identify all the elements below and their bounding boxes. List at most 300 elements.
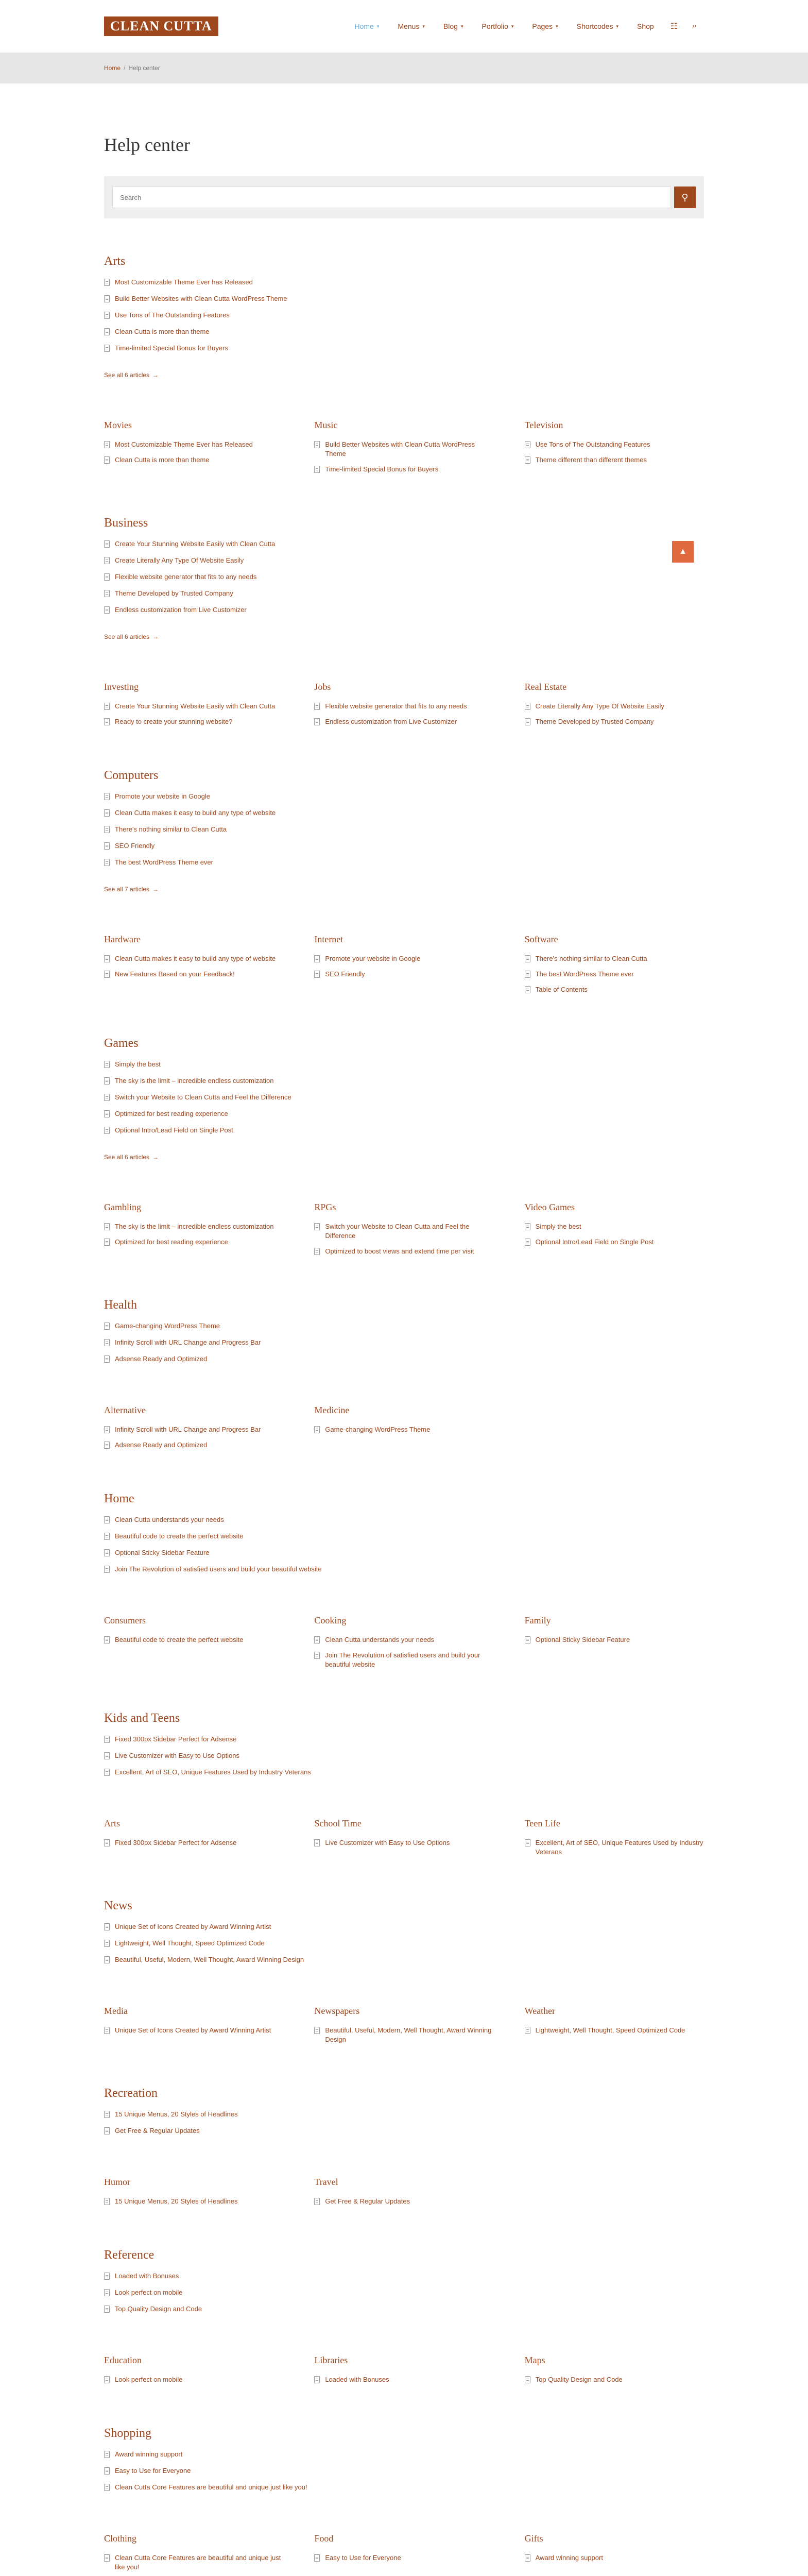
category-title[interactable]: Arts <box>104 255 126 268</box>
article-link[interactable] <box>314 2026 493 2044</box>
document-icon <box>104 1769 110 1776</box>
category-games <box>104 1037 704 1262</box>
article-title: The best WordPress Theme ever <box>535 970 634 978</box>
article-title: Look perfect on mobile <box>115 2289 183 2296</box>
article-title: Clean Cutta understands your needs <box>115 1516 224 1523</box>
document-icon <box>104 2376 110 2383</box>
article-link[interactable] <box>104 1093 704 1102</box>
nav-item-pages[interactable] <box>523 22 567 30</box>
article-link[interactable] <box>104 792 704 801</box>
document-icon <box>104 540 110 548</box>
category-title[interactable]: Computers <box>104 769 159 782</box>
article-link[interactable] <box>525 2375 704 2384</box>
document-icon <box>104 809 110 817</box>
subcategory-rpgs <box>314 1202 493 1262</box>
subcategory-title[interactable]: Movies <box>104 420 132 430</box>
article-link[interactable] <box>525 455 704 465</box>
subcategory-title[interactable]: Travel <box>314 2177 338 2187</box>
article-link[interactable] <box>104 1939 704 1948</box>
subcategory-title[interactable]: Clothing <box>104 2533 137 2544</box>
article-link[interactable] <box>104 1635 283 1645</box>
arrow-right-icon: → <box>152 633 159 640</box>
article-link[interactable] <box>104 970 283 979</box>
document-icon <box>525 955 530 962</box>
article-link[interactable] <box>104 825 704 834</box>
document-icon <box>104 312 110 319</box>
article-link[interactable] <box>314 1425 493 1434</box>
article-title: Clean Cutta Core Features are beautiful and unique just like you! <box>115 2554 281 2571</box>
subcategory-title[interactable]: Internet <box>314 934 343 944</box>
article-link[interactable] <box>525 970 704 979</box>
article-title: Get Free & Regular Updates <box>115 2127 200 2134</box>
document-icon <box>104 955 110 962</box>
article-link[interactable] <box>104 556 704 565</box>
article-link[interactable] <box>104 278 704 287</box>
article-title: Promote your website in Google <box>115 792 210 800</box>
article-link[interactable] <box>104 1515 704 1524</box>
article-link[interactable] <box>314 440 493 459</box>
article-link[interactable] <box>314 1635 493 1645</box>
subcategory-maps <box>525 2355 704 2391</box>
document-icon <box>525 971 530 978</box>
chevron-up-icon: ▲ <box>679 547 687 556</box>
subcategory-video-games <box>525 1202 704 1262</box>
document-icon <box>104 793 110 800</box>
subcategory-title[interactable]: Music <box>314 420 338 430</box>
article-link[interactable] <box>104 2304 704 2314</box>
category-title[interactable]: Health <box>104 1298 137 1312</box>
article-link[interactable] <box>104 2553 283 2572</box>
article-title: Game-changing WordPress Theme <box>115 1322 220 1330</box>
subcategory-title[interactable]: School Time <box>314 1818 362 1828</box>
article-link[interactable] <box>525 1222 704 1231</box>
article-link[interactable] <box>525 1238 704 1247</box>
article-title: Optimized for best reading experience <box>115 1238 228 1246</box>
article-link[interactable] <box>104 2272 704 2281</box>
subcategory-title[interactable]: Cooking <box>314 1615 347 1625</box>
see-all-link[interactable] <box>104 371 159 379</box>
subcategory-gifts <box>525 2533 704 2576</box>
subcategory-cooking <box>314 1615 493 1675</box>
subcategory-title[interactable]: Newspapers <box>314 2006 360 2016</box>
article-link[interactable] <box>104 572 704 582</box>
subcategory-libraries <box>314 2355 493 2391</box>
article-link[interactable] <box>104 1060 704 1069</box>
document-icon <box>104 2111 110 2118</box>
article-title: Optional Intro/Lead Field on Single Post <box>115 1126 233 1134</box>
document-icon <box>104 1956 110 1963</box>
article-title: Build Better Websites with Clean Cutta WordPress Theme <box>325 440 475 457</box>
article-title: Lightweight, Well Thought, Speed Optimized Code <box>115 1939 265 1947</box>
subcategory-school-time <box>314 1818 493 1863</box>
article-title: Beautiful code to create the perfect website <box>115 1532 244 1540</box>
article-title: Use Tons of The Outstanding Features <box>535 440 650 448</box>
subcategory-grid <box>104 1405 704 1456</box>
document-icon <box>104 1339 110 1346</box>
article-title: Optional Sticky Sidebar Feature <box>535 1636 630 1643</box>
arrow-right-icon: → <box>152 371 159 379</box>
article-link[interactable] <box>104 2197 283 2206</box>
document-icon <box>104 718 110 725</box>
page-title: Help center <box>104 134 190 155</box>
document-icon <box>525 2376 530 2383</box>
search-input[interactable] <box>112 187 671 208</box>
document-icon <box>104 1127 110 1134</box>
article-link[interactable] <box>525 2026 704 2035</box>
category-title[interactable]: Games <box>104 1037 139 1050</box>
search-icon[interactable]: ⌕ <box>692 22 697 30</box>
document-icon <box>104 345 110 352</box>
document-icon <box>104 1752 110 1759</box>
subcategory-title[interactable]: Food <box>314 2533 334 2544</box>
category-news <box>104 1899 704 2050</box>
article-title: Time-limited Special Bonus for Buyers <box>115 344 228 352</box>
nav-item-portfolio[interactable] <box>473 22 523 30</box>
see-all-link[interactable] <box>104 1154 159 1161</box>
subcategory-media <box>104 2006 283 2050</box>
nav-item-shop[interactable] <box>628 22 663 30</box>
document-icon <box>104 703 110 710</box>
document-icon <box>525 2027 530 2034</box>
article-link[interactable] <box>314 702 493 711</box>
article-link[interactable] <box>104 2483 704 2492</box>
cart-icon[interactable]: ☷ <box>670 22 678 31</box>
subcategory-grid <box>104 2006 704 2050</box>
category-title[interactable]: Kids and Teens <box>104 1711 180 1725</box>
subcategory-title[interactable]: Consumers <box>104 1615 146 1625</box>
article-title: Beautiful code to create the perfect website <box>115 1636 244 1643</box>
document-icon <box>314 2027 320 2034</box>
document-icon <box>314 2554 320 2562</box>
subcategory-title[interactable]: RPGs <box>314 1202 336 1212</box>
article-title: Award winning support <box>115 2450 183 2458</box>
subcategory-title[interactable]: Maps <box>524 2355 545 2365</box>
article-link[interactable] <box>104 1109 704 1118</box>
article-title: Adsense Ready and Optimized <box>115 1441 208 1449</box>
subcategory-title[interactable]: Medicine <box>314 1405 350 1415</box>
article-link[interactable] <box>314 1222 493 1241</box>
chevron-down-icon: ▾ <box>616 23 618 29</box>
subcategory-jobs <box>314 682 493 733</box>
see-all-link[interactable] <box>104 886 159 893</box>
category-health <box>104 1298 704 1456</box>
article-link[interactable] <box>104 2375 283 2384</box>
article-title: Live Customizer with Easy to Use Options <box>115 1752 240 1759</box>
subcategory-consumers <box>104 1615 283 1675</box>
article-title: Get Free & Regular Updates <box>325 2197 410 2205</box>
subcategory-grid <box>104 2355 704 2391</box>
document-icon <box>104 1923 110 1930</box>
nav-item-menus[interactable] <box>388 22 434 30</box>
document-icon <box>104 1355 110 1363</box>
arrow-right-icon: → <box>152 1154 159 1161</box>
category-title[interactable]: Reference <box>104 2248 154 2262</box>
article-link[interactable] <box>314 1651 493 1669</box>
document-icon <box>104 2451 110 2458</box>
subcategory-title[interactable]: Hardware <box>104 934 141 944</box>
article-title: Most Customizable Theme Ever has Released <box>115 440 253 448</box>
article-link[interactable] <box>525 1635 704 1645</box>
article-link[interactable] <box>104 311 704 320</box>
article-title: Endless customization from Live Customizer <box>325 718 457 725</box>
subcategory-title[interactable]: Libraries <box>314 2355 348 2365</box>
document-icon <box>104 2554 110 2562</box>
article-link[interactable] <box>104 2026 283 2035</box>
article-title: Easy to Use for Everyone <box>115 2467 191 2475</box>
article-link[interactable] <box>104 702 283 711</box>
subcategory-title[interactable]: Video Games <box>524 1202 575 1212</box>
article-title: Excellent, Art of SEO, Unique Features Used by Industry Veterans <box>115 1768 311 1776</box>
article-title: Theme Developed by Trusted Company <box>535 718 654 725</box>
category-title[interactable]: Business <box>104 516 148 530</box>
category-shopping <box>104 2427 704 2576</box>
article-link[interactable] <box>104 1838 283 1848</box>
article-title: Table of Contents <box>535 986 588 993</box>
article-link[interactable] <box>104 954 283 963</box>
article-link[interactable] <box>104 1321 704 1331</box>
document-icon <box>104 590 110 597</box>
article-link[interactable] <box>525 2553 704 2563</box>
article-link[interactable] <box>314 2553 493 2563</box>
article-title: Live Customizer with Easy to Use Options <box>325 1839 450 1846</box>
article-link[interactable] <box>104 2110 704 2119</box>
breadcrumb <box>104 53 704 83</box>
document-icon <box>104 2289 110 2296</box>
subcategory-title[interactable]: Jobs <box>314 682 331 692</box>
subcategory-title[interactable]: Humor <box>104 2177 130 2187</box>
article-link[interactable] <box>104 1768 704 1777</box>
subcategory-title[interactable]: Education <box>104 2355 142 2365</box>
article-title: Create Literally Any Type Of Website Easily <box>535 702 664 710</box>
article-title: Build Better Websites with Clean Cutta WordPress Theme <box>115 295 287 302</box>
see-all-label: See all 6 articles <box>104 371 150 379</box>
see-all-label: See all 7 articles <box>104 886 150 893</box>
article-link[interactable] <box>104 808 704 818</box>
article-title: 15 Unique Menus, 20 Styles of Headlines <box>115 2197 238 2205</box>
article-title: Simply the best <box>535 1223 581 1230</box>
subcategory-travel <box>314 2177 493 2212</box>
article-link[interactable] <box>104 1922 704 1931</box>
article-title: Simply the best <box>115 1060 161 1068</box>
subcategory-title[interactable]: Gambling <box>104 1202 141 1212</box>
article-title: SEO Friendly <box>325 970 365 978</box>
article-link[interactable] <box>314 2197 493 2206</box>
document-icon <box>525 1636 530 1643</box>
article-link[interactable] <box>525 440 704 449</box>
article-link[interactable] <box>104 605 704 615</box>
article-link[interactable] <box>104 1354 704 1364</box>
subcategory-empty <box>525 1405 704 1456</box>
document-icon <box>104 1839 110 1846</box>
article-link[interactable] <box>104 1751 704 1760</box>
category-title[interactable]: Shopping <box>104 2427 152 2440</box>
article-link[interactable] <box>314 970 493 979</box>
article-link[interactable] <box>104 2288 704 2297</box>
article-link[interactable] <box>104 1440 283 1450</box>
article-link[interactable] <box>525 1838 704 1857</box>
article-link[interactable] <box>104 1076 704 1086</box>
article-title: 15 Unique Menus, 20 Styles of Headlines <box>115 2110 238 2118</box>
document-icon <box>104 1110 110 1117</box>
article-title: The sky is the limit – incredible endless customization <box>115 1077 274 1084</box>
article-link[interactable] <box>104 1222 283 1231</box>
document-icon <box>525 1839 530 1846</box>
category-computers <box>104 769 704 1001</box>
article-title: Loaded with Bonuses <box>115 2272 179 2280</box>
nav-label: Shop <box>637 22 654 30</box>
article-title: Top Quality Design and Code <box>115 2305 202 2313</box>
main-content <box>104 134 704 2576</box>
article-link[interactable] <box>104 1548 704 1557</box>
subcategory-title[interactable]: Media <box>104 2006 128 2016</box>
document-icon <box>314 466 320 473</box>
subcategory-title[interactable]: Television <box>524 420 563 430</box>
subcategory-grid <box>104 2533 704 2576</box>
article-link[interactable] <box>314 1247 493 1256</box>
chevron-down-icon: ▾ <box>556 23 558 29</box>
article-link[interactable] <box>525 702 704 711</box>
article-title: Most Customizable Theme Ever has Released <box>115 278 253 286</box>
article-link[interactable] <box>104 2466 704 2476</box>
article-link[interactable] <box>104 455 283 465</box>
search-button[interactable] <box>674 187 696 208</box>
subcategory-title[interactable]: Real Estate <box>524 682 567 692</box>
document-icon <box>104 1061 110 1068</box>
site-logo[interactable]: CLEAN CUTTA <box>104 16 218 36</box>
document-icon <box>525 1239 530 1246</box>
article-link[interactable] <box>104 1238 283 1247</box>
document-icon <box>104 971 110 978</box>
category-title[interactable]: News <box>104 1899 132 1912</box>
article-title: Create Your Stunning Website Easily with Clean Cutta <box>115 540 276 548</box>
article-title: Easy to Use for Everyone <box>325 2554 401 2562</box>
category-title[interactable]: Recreation <box>104 2087 158 2100</box>
nav-item-blog[interactable] <box>434 22 473 30</box>
article-title: Use Tons of The Outstanding Features <box>115 311 230 319</box>
breadcrumb-home[interactable]: Home <box>104 64 121 72</box>
article-title: Clean Cutta makes it easy to build any type of website <box>115 955 276 962</box>
article-title: SEO Friendly <box>115 842 155 850</box>
article-title: Fixed 300px Sidebar Perfect for Adsense <box>115 1839 237 1846</box>
article-link[interactable] <box>104 717 283 726</box>
article-link[interactable] <box>104 1126 704 1135</box>
article-title: Unique Set of Icons Created by Award Winning Artist <box>115 2026 271 2034</box>
document-icon <box>104 328 110 335</box>
subcategory-title[interactable]: Family <box>524 1615 551 1625</box>
document-icon <box>314 1652 320 1659</box>
article-link[interactable] <box>104 2450 704 2459</box>
article-link[interactable] <box>104 1338 704 1347</box>
article-link[interactable] <box>314 1838 493 1848</box>
article-link[interactable] <box>104 841 704 851</box>
article-title: Optimized to boost views and extend time per visit <box>325 1247 474 1255</box>
subcategory-grid <box>104 934 704 1001</box>
article-title: Beautiful, Useful, Modern, Well Thought, Award Winning Design <box>325 2026 492 2043</box>
document-icon <box>104 2467 110 2475</box>
article-link[interactable] <box>104 344 704 353</box>
category-list <box>104 255 704 2576</box>
category-home <box>104 1492 704 1675</box>
scroll-to-top-button[interactable] <box>672 541 694 563</box>
article-link[interactable] <box>314 954 493 963</box>
main-nav <box>345 21 704 31</box>
subcategory-education <box>104 2355 283 2391</box>
article-link[interactable] <box>314 717 493 726</box>
article-link[interactable] <box>314 465 493 474</box>
subcategory-title[interactable]: Software <box>524 934 558 944</box>
article-title: Clean Cutta is more than theme <box>115 456 210 464</box>
subcategory-movies <box>104 420 283 480</box>
subcategory-grid <box>104 1615 704 1675</box>
article-link[interactable] <box>104 2126 704 2136</box>
document-icon <box>104 2484 110 2491</box>
article-link[interactable] <box>104 294 704 303</box>
subcategory-title[interactable]: Weather <box>524 2006 556 2016</box>
chevron-down-icon: ▾ <box>422 23 425 29</box>
subcategory-family <box>525 1615 704 1675</box>
subcategory-software <box>525 934 704 1001</box>
subcategory-grid <box>104 1202 704 1262</box>
article-link[interactable] <box>104 327 704 336</box>
document-icon <box>314 718 320 725</box>
site-header <box>0 0 808 53</box>
article-title: Excellent, Art of SEO, Unique Features Used by Industry Veterans <box>535 1839 703 1856</box>
article-link[interactable] <box>104 1425 283 1434</box>
document-icon <box>104 1442 110 1449</box>
document-icon <box>314 1223 320 1230</box>
document-icon <box>104 859 110 866</box>
document-icon <box>104 279 110 286</box>
subcategory-title[interactable]: Teen Life <box>524 1818 560 1828</box>
document-icon <box>104 1533 110 1540</box>
subcategory-newspapers <box>314 2006 493 2050</box>
see-all-link[interactable] <box>104 633 159 640</box>
subcategory-food <box>314 2533 493 2576</box>
article-link[interactable] <box>314 2375 493 2384</box>
subcategory-title[interactable]: Investing <box>104 682 139 692</box>
nav-label: Shortcodes <box>576 22 613 30</box>
nav-item-home[interactable] <box>345 22 388 30</box>
article-link[interactable] <box>104 1565 704 1574</box>
subcategory-title[interactable]: Alternative <box>104 1405 146 1415</box>
chevron-down-icon: ▾ <box>511 23 514 29</box>
article-link[interactable] <box>525 985 704 994</box>
article-link[interactable] <box>104 858 704 867</box>
subcategory-title[interactable]: Arts <box>104 1818 120 1828</box>
article-link[interactable] <box>525 717 704 726</box>
nav-item-shortcodes[interactable] <box>568 22 628 30</box>
document-icon <box>525 1223 530 1230</box>
article-title: Fixed 300px Sidebar Perfect for Adsense <box>115 1735 237 1743</box>
document-icon <box>104 606 110 614</box>
article-link[interactable] <box>104 539 704 549</box>
article-title: There's nothing similar to Clean Cutta <box>115 825 227 833</box>
article-link[interactable] <box>104 1955 704 1964</box>
subcategory-title[interactable]: Gifts <box>524 2533 543 2544</box>
article-link[interactable] <box>525 954 704 963</box>
subcategory-grid <box>104 420 704 480</box>
article-title: Create Literally Any Type Of Website Easily <box>115 556 244 564</box>
see-all-label: See all 6 articles <box>104 633 150 640</box>
category-title[interactable]: Home <box>104 1492 134 1505</box>
article-link[interactable] <box>104 1532 704 1541</box>
document-icon <box>104 1239 110 1246</box>
article-link[interactable] <box>104 440 283 449</box>
article-link[interactable] <box>104 1735 704 1744</box>
document-icon <box>104 456 110 464</box>
article-link[interactable] <box>104 589 704 598</box>
subcategory-grid <box>104 682 704 733</box>
